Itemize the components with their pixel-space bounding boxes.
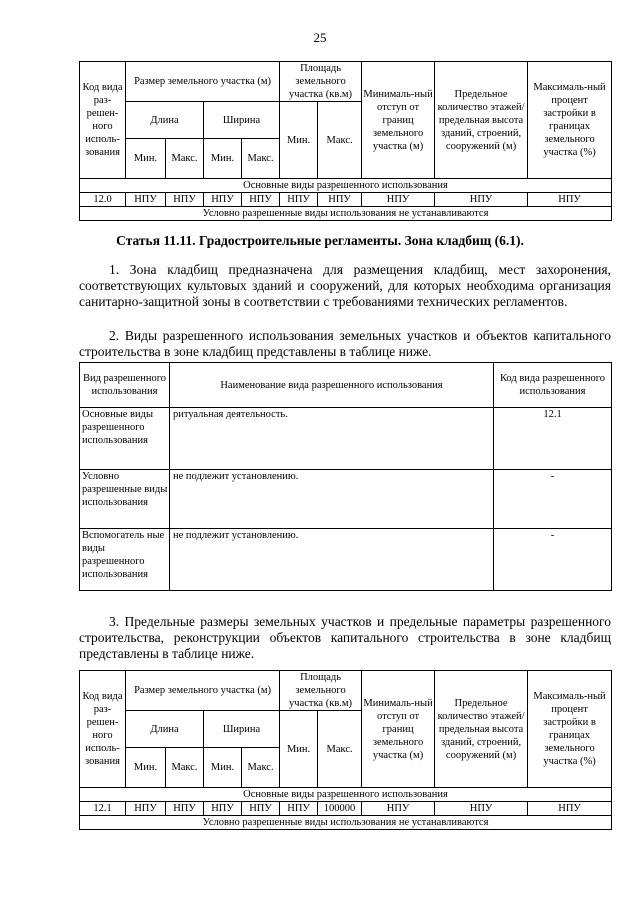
cell: Вспомогатель ные виды разрешенного использования xyxy=(80,529,170,591)
col-length-header: Длина xyxy=(126,102,204,139)
col-code-header: Код вида раз-решен-ного исполь-зования xyxy=(80,62,126,179)
col-floors-header: Предельное количество этажей/ предельная высота зданий, строений, сооружений (м) xyxy=(435,671,528,788)
main-uses-row: Основные виды разрешенного использования xyxy=(80,788,612,802)
col-coverage-header: Максималь-ный процент застройки в границах земельного участка (%) xyxy=(528,62,612,179)
cell: НПУ xyxy=(435,193,528,207)
limits-table-previous xyxy=(79,61,612,221)
col-type-header: Вид разрешенного использования xyxy=(80,363,170,408)
col-width-max-header: Макс. xyxy=(242,139,280,179)
cell: - xyxy=(494,529,612,591)
cell: НПУ xyxy=(280,802,318,816)
cell: НПУ xyxy=(362,802,435,816)
col-width-min-header: Мин. xyxy=(204,748,242,788)
cell: Основные виды разрешенного использования xyxy=(80,408,170,470)
cell: НПУ xyxy=(362,193,435,207)
cell: НПУ xyxy=(318,193,362,207)
cell: 100000 xyxy=(318,802,362,816)
col-setback-header: Минималь-ный отступ от границ земельного участка (м) xyxy=(362,62,435,179)
col-width-min-header: Мин. xyxy=(204,139,242,179)
cell: НПУ xyxy=(528,193,612,207)
paragraph-3: 3. Предельные размеры земельных участков и предельные параметры разрешенного строительства, реконструкции объектов капитального строительства в зоне кладбищ представлены в таблице ниже. xyxy=(79,614,611,661)
col-area-max-header: Макс. xyxy=(318,711,362,788)
conditional-uses-row: Условно разрешенные виды использования не устанавливаются xyxy=(80,207,612,221)
col-length-header: Длина xyxy=(126,711,204,748)
limits-table-cemetery xyxy=(79,670,612,830)
paragraph-2: 2. Виды разрешенного использования земельных участков и объектов капитального строительства в зоне кладбищ представлены в таблице ниже. xyxy=(79,328,611,359)
col-floors-header: Предельное количество этажей/ предельная высота зданий, строений, сооружений (м) xyxy=(435,62,528,179)
main-uses-row: Основные виды разрешенного использования xyxy=(80,179,612,193)
cell: НПУ xyxy=(204,193,242,207)
cell: НПУ xyxy=(528,802,612,816)
cell: не подлежит установлению. xyxy=(170,470,494,529)
cell: Условно разрешенные виды использования xyxy=(80,470,170,529)
col-length-max-header: Макс. xyxy=(166,139,204,179)
col-width-header: Ширина xyxy=(204,102,280,139)
col-coverage-header: Максималь-ный процент застройки в границах земельного участка (%) xyxy=(528,671,612,788)
cell: не подлежит установлению. xyxy=(170,529,494,591)
table-row xyxy=(80,529,612,591)
cell: ритуальная деятельность. xyxy=(170,408,494,470)
cell: 12.0 xyxy=(80,193,126,207)
cell: - xyxy=(494,470,612,529)
article-heading: Статья 11.11. Градостроительные регламенты. Зона кладбищ (6.1). xyxy=(116,233,524,248)
page-number: 25 xyxy=(313,30,327,45)
cell: НПУ xyxy=(126,802,166,816)
cell: 12.1 xyxy=(80,802,126,816)
cell: 12.1 xyxy=(494,408,612,470)
col-area-min-header: Мин. xyxy=(280,711,318,788)
col-width-max-header: Макс. xyxy=(242,748,280,788)
col-plot-size-header: Размер земельного участка (м) xyxy=(126,671,280,711)
table-row xyxy=(80,193,612,207)
col-plot-size-header: Размер земельного участка (м) xyxy=(126,62,280,102)
table-row xyxy=(80,408,612,470)
col-length-min-header: Мин. xyxy=(126,139,166,179)
col-length-min-header: Мин. xyxy=(126,748,166,788)
cell: НПУ xyxy=(280,193,318,207)
col-area-min-header: Мин. xyxy=(280,102,318,179)
cell: НПУ xyxy=(242,193,280,207)
paragraph-1: 1. Зона кладбищ предназначена для размещения кладбищ, мест захоронения, соответствующих культовых зданий и сооружений, для которых необходима организация санитарно-защитной зоны в соответствии с требованиями технических регламентов. xyxy=(79,262,611,309)
cell: НПУ xyxy=(435,802,528,816)
table-row xyxy=(80,802,612,816)
col-area-header: Площадь земельного участка (кв.м) xyxy=(280,62,362,102)
col-code-header: Код вида разрешенного использования xyxy=(494,363,612,408)
col-area-max-header: Макс. xyxy=(318,102,362,179)
conditional-uses-row: Условно разрешенные виды использования не устанавливаются xyxy=(80,816,612,830)
col-setback-header: Минималь-ный отступ от границ земельного участка (м) xyxy=(362,671,435,788)
permitted-uses-table xyxy=(79,362,612,591)
cell: НПУ xyxy=(126,193,166,207)
col-area-header: Площадь земельного участка (кв.м) xyxy=(280,671,362,711)
col-name-header: Наименование вида разрешенного использования xyxy=(170,363,494,408)
cell: НПУ xyxy=(166,802,204,816)
col-width-header: Ширина xyxy=(204,711,280,748)
cell: НПУ xyxy=(204,802,242,816)
cell: НПУ xyxy=(242,802,280,816)
col-code-header: Код вида раз-решен-ного исполь-зования xyxy=(80,671,126,788)
col-length-max-header: Макс. xyxy=(166,748,204,788)
table-row xyxy=(80,470,612,529)
cell: НПУ xyxy=(166,193,204,207)
